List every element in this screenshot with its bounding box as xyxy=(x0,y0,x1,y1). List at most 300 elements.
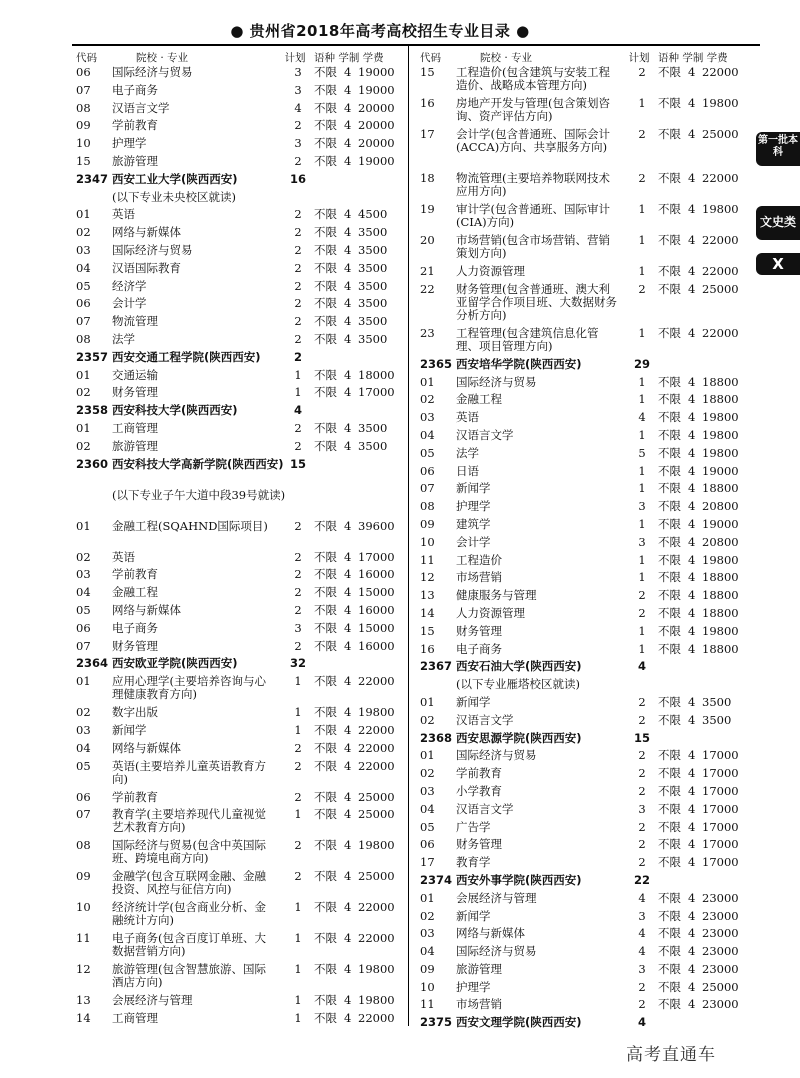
major-row xyxy=(76,135,416,153)
major-fee: 22000 xyxy=(358,931,395,946)
major-fee: 22000 xyxy=(358,758,395,773)
major-plan: 2 xyxy=(294,153,302,168)
major-fee: 19800 xyxy=(702,623,739,638)
major-years: 4 xyxy=(344,722,352,737)
major-plan: 2 xyxy=(294,296,302,311)
major-language: 不限 xyxy=(658,325,681,340)
school-plan: 4 xyxy=(637,1015,646,1030)
major-name: 学前教育 xyxy=(112,567,158,582)
major-years: 4 xyxy=(688,588,696,603)
major-row xyxy=(420,480,760,498)
major-plan: 1 xyxy=(638,481,646,496)
major-years: 4 xyxy=(344,207,352,222)
header-rule xyxy=(72,44,760,46)
major-code: 06 xyxy=(76,620,91,635)
major-years: 4 xyxy=(344,993,352,1008)
major-language: 不限 xyxy=(314,900,337,915)
major-row xyxy=(420,783,760,801)
major-fee: 19000 xyxy=(358,153,395,168)
major-row xyxy=(420,552,760,570)
major-years: 4 xyxy=(688,570,696,585)
major-row xyxy=(76,260,416,278)
major-plan: 3 xyxy=(638,908,646,923)
major-plan: 1 xyxy=(638,374,646,389)
major-fee: 18000 xyxy=(358,367,395,382)
major-language: 不限 xyxy=(658,766,681,781)
major-row xyxy=(76,420,416,438)
major-code: 09 xyxy=(420,961,435,976)
major-name: 新闻学 xyxy=(456,694,491,709)
major-years: 4 xyxy=(344,385,352,400)
major-plan: 1 xyxy=(638,516,646,531)
major-years: 4 xyxy=(688,552,696,567)
major-fee: 19000 xyxy=(358,65,395,79)
major-code: 08 xyxy=(420,499,435,514)
major-plan: 4 xyxy=(294,100,302,115)
major-name: 新闻学 xyxy=(456,908,491,923)
major-years: 4 xyxy=(688,445,696,460)
major-language: 不限 xyxy=(314,567,337,582)
major-language: 不限 xyxy=(314,807,337,822)
major-code: 10 xyxy=(76,900,91,915)
school-row xyxy=(76,402,416,420)
major-plan: 2 xyxy=(294,278,302,293)
major-language: 不限 xyxy=(658,623,681,638)
major-plan: 2 xyxy=(294,207,302,222)
major-language: 不限 xyxy=(658,926,681,941)
major-years: 4 xyxy=(688,392,696,407)
major-name: 市场营销(包含市场营销、营销策划方向) xyxy=(456,233,610,260)
major-fee: 3500 xyxy=(358,278,388,293)
major-fee: 3500 xyxy=(358,260,388,275)
major-name: 法学 xyxy=(112,331,135,346)
major-years: 4 xyxy=(688,641,696,656)
school-code: 2367 xyxy=(420,659,453,674)
major-name: 应用心理学(主要培养咨询与心理健康教育方向) xyxy=(112,674,266,702)
major-years: 4 xyxy=(688,623,696,638)
major-years: 4 xyxy=(344,367,352,382)
major-plan: 2 xyxy=(294,567,302,582)
major-plan: 4 xyxy=(638,410,646,425)
major-language: 不限 xyxy=(658,481,681,496)
major-code: 02 xyxy=(420,712,435,727)
major-years: 4 xyxy=(688,171,696,185)
major-row xyxy=(420,623,760,641)
major-years: 4 xyxy=(688,534,696,549)
header-name: 院校 · 专业 xyxy=(136,52,189,64)
major-name: 健康服务与管理 xyxy=(456,588,537,603)
major-fee: 25000 xyxy=(702,127,739,141)
major-language: 不限 xyxy=(314,993,337,1008)
major-code: 05 xyxy=(76,758,91,773)
major-fee: 3500 xyxy=(358,438,388,453)
major-language: 不限 xyxy=(658,961,681,976)
major-plan: 2 xyxy=(294,420,302,435)
major-code: 01 xyxy=(76,674,91,689)
major-name: 金融学(包含互联网金融、金融投资、风控与征信方向) xyxy=(112,869,266,897)
left-rows xyxy=(76,64,416,1028)
sidebar-category-label: 文史类 xyxy=(759,215,796,229)
major-code: 15 xyxy=(420,623,435,638)
major-row xyxy=(420,263,760,281)
major-row xyxy=(76,331,416,349)
major-years: 4 xyxy=(688,855,696,870)
major-row xyxy=(420,694,760,712)
major-name: 财务管理 xyxy=(112,385,158,400)
major-name: 数字出版 xyxy=(112,705,158,720)
major-years: 4 xyxy=(688,264,696,278)
major-language: 不限 xyxy=(658,202,681,216)
major-fee: 16000 xyxy=(358,602,395,617)
major-name: 国际经济与贸易 xyxy=(456,748,537,763)
major-language: 不限 xyxy=(314,869,337,884)
major-name: 经济统计学(包含商业分析、金融统计方向) xyxy=(112,900,266,928)
major-fee: 17000 xyxy=(702,837,739,852)
sidebar-batch-label: 第一批本科 xyxy=(758,135,798,158)
major-fee: 19800 xyxy=(702,445,739,460)
major-name: 财务管理(包含普通班、澳大利亚留学合作项目班、大数据财务分析方向) xyxy=(456,281,617,322)
major-row xyxy=(76,100,416,118)
school-plan: 15 xyxy=(289,456,306,471)
major-code: 04 xyxy=(420,801,435,816)
major-row xyxy=(76,704,416,722)
major-code: 04 xyxy=(420,427,435,442)
major-code: 11 xyxy=(76,931,91,946)
major-years: 4 xyxy=(688,926,696,941)
header-name: 院校 · 专业 xyxy=(480,52,533,64)
major-fee: 18800 xyxy=(702,374,739,389)
major-row xyxy=(420,463,760,481)
major-fee: 23000 xyxy=(702,961,739,976)
major-name: 会计学 xyxy=(456,534,491,549)
school-row xyxy=(420,872,760,890)
major-plan: 1 xyxy=(294,807,302,822)
major-language: 不限 xyxy=(314,585,337,600)
sidebar-mark-label: X xyxy=(772,255,784,273)
major-row xyxy=(76,584,416,602)
major-row xyxy=(76,438,416,456)
major-language: 不限 xyxy=(658,499,681,514)
major-language: 不限 xyxy=(314,296,337,311)
major-plan: 1 xyxy=(638,202,646,216)
major-name: 国际经济与贸易 xyxy=(112,65,193,79)
major-code: 06 xyxy=(76,296,91,311)
major-language: 不限 xyxy=(314,82,337,97)
major-row xyxy=(420,126,760,170)
major-years: 4 xyxy=(688,516,696,531)
major-row xyxy=(76,153,416,171)
major-language: 不限 xyxy=(658,463,681,478)
major-language: 不限 xyxy=(658,374,681,389)
major-years: 4 xyxy=(344,602,352,617)
major-fee: 3500 xyxy=(358,242,388,257)
major-row xyxy=(420,374,760,392)
major-plan: 3 xyxy=(638,499,646,514)
major-row xyxy=(76,806,416,837)
major-fee: 22000 xyxy=(358,674,395,689)
major-language: 不限 xyxy=(314,602,337,617)
major-code: 10 xyxy=(420,534,435,549)
major-plan: 1 xyxy=(294,705,302,720)
note-row xyxy=(420,676,760,694)
major-years: 4 xyxy=(688,801,696,816)
major-code: 01 xyxy=(76,207,91,222)
major-row xyxy=(76,602,416,620)
major-code: 04 xyxy=(76,740,91,755)
major-code: 07 xyxy=(76,638,91,653)
major-fee: 17000 xyxy=(702,819,739,834)
major-plan: 3 xyxy=(294,620,302,635)
major-language: 不限 xyxy=(314,962,337,977)
major-language: 不限 xyxy=(314,549,337,564)
major-fee: 3500 xyxy=(358,331,388,346)
header-plan: 计划 xyxy=(628,52,650,64)
major-name: 新闻学 xyxy=(112,722,147,737)
major-row xyxy=(420,427,760,445)
major-row xyxy=(76,789,416,807)
major-code: 15 xyxy=(420,65,435,79)
right-column xyxy=(420,48,760,1032)
major-language: 不限 xyxy=(658,410,681,425)
major-years: 4 xyxy=(688,694,696,709)
major-years: 4 xyxy=(688,783,696,798)
major-name: 学前教育 xyxy=(112,118,158,133)
school-row xyxy=(420,658,760,676)
major-language: 不限 xyxy=(658,427,681,442)
school-plan: 4 xyxy=(293,403,302,418)
major-language: 不限 xyxy=(658,837,681,852)
school-code: 2357 xyxy=(76,349,109,364)
major-years: 4 xyxy=(344,82,352,97)
campus-note: (以下专业子午大道中段39号就读) xyxy=(112,487,286,502)
major-language: 不限 xyxy=(658,694,681,709)
major-name: 物流管理(主要培养物联网技术应用方向) xyxy=(456,171,610,198)
major-row xyxy=(76,1010,416,1028)
major-fee: 3500 xyxy=(702,712,732,727)
major-years: 4 xyxy=(344,931,352,946)
major-years: 4 xyxy=(344,638,352,653)
major-years: 4 xyxy=(344,807,352,822)
major-plan: 2 xyxy=(638,979,646,994)
major-language: 不限 xyxy=(658,605,681,620)
major-plan: 4 xyxy=(638,890,646,905)
major-plan: 1 xyxy=(638,264,646,278)
major-row xyxy=(76,673,416,704)
school-name: 西安科技大学高新学院(陕西西安) xyxy=(112,456,284,471)
major-fee: 22000 xyxy=(358,722,395,737)
major-row xyxy=(76,549,416,567)
major-language: 不限 xyxy=(314,65,337,79)
major-code: 08 xyxy=(76,100,91,115)
major-language: 不限 xyxy=(314,225,337,240)
major-code: 17 xyxy=(420,127,435,141)
major-code: 15 xyxy=(76,153,91,168)
major-language: 不限 xyxy=(658,908,681,923)
major-name: 工商管理 xyxy=(112,1011,158,1026)
school-code: 2368 xyxy=(420,730,453,745)
major-name: 网络与新媒体 xyxy=(112,602,181,617)
major-name: 学前教育 xyxy=(456,766,502,781)
major-fee: 23000 xyxy=(702,926,739,941)
major-plan: 2 xyxy=(638,127,646,141)
major-plan: 1 xyxy=(294,367,302,382)
major-row xyxy=(420,979,760,997)
header-lang-year-fee: 语种 学制 学费 xyxy=(658,52,728,64)
major-row xyxy=(420,170,760,201)
major-language: 不限 xyxy=(314,207,337,222)
major-plan: 4 xyxy=(638,926,646,941)
major-plan: 1 xyxy=(294,900,302,915)
major-row xyxy=(76,313,416,331)
major-code: 16 xyxy=(420,641,435,656)
major-row xyxy=(420,605,760,623)
major-code: 13 xyxy=(76,993,91,1008)
major-row xyxy=(420,587,760,605)
major-language: 不限 xyxy=(658,855,681,870)
major-plan: 2 xyxy=(638,605,646,620)
major-name: 交通运输 xyxy=(112,367,158,382)
major-fee: 3500 xyxy=(358,314,388,329)
major-row xyxy=(76,620,416,638)
page-header: ● 贵州省2018年高考高校招生专业目录 ● xyxy=(230,22,530,40)
major-code: 02 xyxy=(420,392,435,407)
major-language: 不限 xyxy=(314,838,337,853)
major-plan: 1 xyxy=(294,385,302,400)
major-name: 会展经济与管理 xyxy=(456,890,537,905)
major-plan: 5 xyxy=(638,445,646,460)
major-fee: 22000 xyxy=(702,325,739,340)
major-name: 广告学 xyxy=(456,819,491,834)
major-code: 11 xyxy=(420,552,435,567)
major-language: 不限 xyxy=(658,534,681,549)
major-name: 法学 xyxy=(456,445,479,460)
major-name: 旅游管理 xyxy=(456,961,502,976)
major-plan: 1 xyxy=(294,962,302,977)
major-years: 4 xyxy=(344,153,352,168)
major-plan: 2 xyxy=(638,997,646,1012)
major-plan: 1 xyxy=(638,552,646,567)
major-row xyxy=(76,206,416,224)
major-language: 不限 xyxy=(314,705,337,720)
major-code: 01 xyxy=(420,694,435,709)
school-code: 2374 xyxy=(420,872,453,887)
major-plan: 1 xyxy=(294,674,302,689)
major-fee: 3500 xyxy=(358,225,388,240)
sidebar-tab-mark xyxy=(756,253,800,275)
major-name: 英语(主要培养儿童英语教育方向) xyxy=(112,758,266,786)
school-plan: 22 xyxy=(633,872,650,887)
major-code: 22 xyxy=(420,281,435,296)
major-code: 13 xyxy=(420,588,435,603)
school-name: 西安培华学院(陕西西安) xyxy=(456,356,582,371)
major-code: 05 xyxy=(76,278,91,293)
note-row xyxy=(76,189,416,207)
major-plan: 2 xyxy=(638,65,646,79)
major-language: 不限 xyxy=(658,96,681,110)
school-name: 西安石油大学(陕西西安) xyxy=(456,659,582,674)
major-fee: 17000 xyxy=(358,549,395,564)
major-fee: 19800 xyxy=(702,552,739,567)
major-code: 02 xyxy=(76,549,91,564)
major-language: 不限 xyxy=(658,570,681,585)
major-plan: 2 xyxy=(638,837,646,852)
major-years: 4 xyxy=(688,202,696,216)
major-language: 不限 xyxy=(314,260,337,275)
major-code: 05 xyxy=(76,602,91,617)
major-fee: 20000 xyxy=(358,136,395,151)
major-code: 12 xyxy=(76,962,91,977)
major-code: 03 xyxy=(76,242,91,257)
major-code: 04 xyxy=(420,944,435,959)
major-fee: 25000 xyxy=(358,869,395,884)
major-years: 4 xyxy=(688,766,696,781)
major-plan: 2 xyxy=(638,766,646,781)
major-code: 01 xyxy=(420,748,435,763)
left-column xyxy=(76,48,416,1028)
major-code: 02 xyxy=(76,438,91,453)
major-row xyxy=(420,854,760,872)
major-years: 4 xyxy=(344,838,352,853)
major-years: 4 xyxy=(344,1011,352,1026)
school-row xyxy=(76,456,416,487)
major-language: 不限 xyxy=(658,712,681,727)
school-code: 2358 xyxy=(76,403,109,418)
major-row xyxy=(76,242,416,260)
header-code: 代码 xyxy=(76,52,97,64)
major-name: 金融工程 xyxy=(456,392,502,407)
major-plan: 2 xyxy=(638,748,646,763)
major-plan: 1 xyxy=(638,96,646,110)
school-name: 西安科技大学(陕西西安) xyxy=(112,403,238,418)
major-code: 07 xyxy=(420,481,435,496)
major-row xyxy=(420,201,760,232)
major-row xyxy=(420,409,760,427)
major-years: 4 xyxy=(344,962,352,977)
major-years: 4 xyxy=(688,979,696,994)
major-fee: 22000 xyxy=(358,1011,395,1026)
major-language: 不限 xyxy=(314,518,337,533)
school-plan: 29 xyxy=(633,356,650,371)
major-fee: 16000 xyxy=(358,638,395,653)
major-row xyxy=(420,961,760,979)
major-plan: 1 xyxy=(638,233,646,247)
major-row xyxy=(420,232,760,263)
major-plan: 2 xyxy=(294,260,302,275)
major-years: 4 xyxy=(344,740,352,755)
major-fee: 25000 xyxy=(702,281,739,296)
major-row xyxy=(420,908,760,926)
major-plan: 1 xyxy=(638,427,646,442)
school-row xyxy=(420,356,760,374)
major-name: 旅游管理(包含智慧旅游、国际酒店方向) xyxy=(112,962,266,990)
school-plan: 2 xyxy=(293,349,302,364)
major-years: 4 xyxy=(344,789,352,804)
major-row xyxy=(420,95,760,126)
major-fee: 17000 xyxy=(702,766,739,781)
major-row xyxy=(76,899,416,930)
major-plan: 2 xyxy=(294,242,302,257)
major-fee: 17000 xyxy=(702,783,739,798)
major-code: 04 xyxy=(76,585,91,600)
major-name: 小学教育 xyxy=(456,783,502,798)
major-name: 人力资源管理 xyxy=(456,605,525,620)
major-years: 4 xyxy=(344,518,352,533)
right-rows xyxy=(420,64,760,1032)
major-code: 03 xyxy=(420,410,435,425)
major-row xyxy=(76,837,416,868)
major-code: 03 xyxy=(76,722,91,737)
major-fee: 25000 xyxy=(358,789,395,804)
